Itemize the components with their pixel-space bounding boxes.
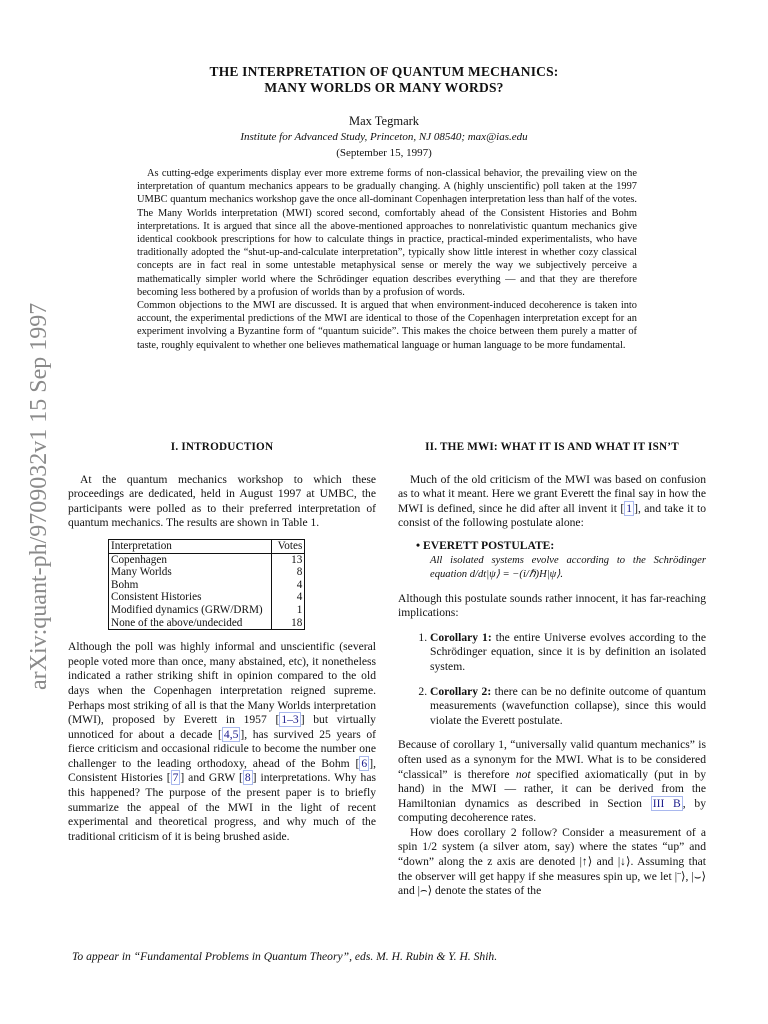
right-column xyxy=(398,440,706,899)
abstract xyxy=(137,167,637,352)
mwi-paragraph-2: Although this postulate sounds rather innocent, it has far-reaching implications: xyxy=(398,591,706,620)
citation-link[interactable]: 1 xyxy=(626,501,633,515)
text-run: , by computing decoherence rates. xyxy=(398,796,707,825)
text-run: Although the poll was highly informal and unscientific (several people voted more than once, many abstained, etc), it nonetheless indicated a rather striking shift in opinion compared to the old days when the Copenhagen interpretation reigned supreme. Perhaps most striking of all is that the Many Worlds interpretation (MWI), proposed by Everett in 1957 xyxy=(68,640,376,727)
table-header-votes: Votes xyxy=(271,539,305,553)
text-run: interpretations. Why has this happened? The purpose of the present paper is to briefly summarize the appeal of the MWI in the light of recent experimental and theoretical progress, and why much of the traditional criticism of it is being brushed aside. xyxy=(68,771,376,843)
table-cell-votes: 1 xyxy=(271,604,305,617)
table-cell-votes: 13 xyxy=(271,553,305,566)
title-line-2: MANY WORLDS OR MANY WORDS? xyxy=(264,80,504,95)
footer-note: To appear in “Fundamental Problems in Quantum Theory”, eds. M. H. Rubin & Y. H. Shih. xyxy=(72,950,498,963)
corollary-label: Corollary 2: xyxy=(430,684,492,698)
table-cell-votes: 4 xyxy=(271,579,305,592)
text-run: , has survived 25 years of fierce criticism and occasional ridicule to become the number one challenger to the leading orthodoxy, ahead of the Bohm xyxy=(68,727,376,770)
table-cell-votes: 18 xyxy=(271,617,305,630)
table-row xyxy=(109,604,305,617)
text-run: specified axiomatically (put in by hand) in the MWI — rather, it can be derived from the Hamiltonian dynamics as described in Section xyxy=(398,767,706,810)
table-cell-votes: 8 xyxy=(271,566,305,579)
list-item xyxy=(430,685,706,729)
table-header-interpretation: Interpretation xyxy=(109,539,272,553)
corollary-label: Corollary 1: xyxy=(430,630,492,644)
citation-link[interactable]: 4,5 xyxy=(223,727,239,741)
table-row xyxy=(109,566,305,579)
everett-postulate xyxy=(416,539,706,582)
mwi-paragraph-4: How does corollary 2 follow? Consider a measurement of a spin 1/2 system (a silver atom, say) where the states “up” and “down” along the z axis are denoted |↑⟩ and |↓⟩. Assuming that the observer will get happy if she measures spin up, we let |¨⟩, |⌣⟩ and |⌢⟩ denote the states of the xyxy=(398,825,706,898)
table-cell-interpretation: None of the above/undecided xyxy=(111,616,243,629)
emphasis: not xyxy=(515,767,531,781)
text-run: , Consistent Histories xyxy=(68,756,376,785)
left-column xyxy=(68,440,376,844)
arxiv-stamp: arXiv:quant-ph/9709032v1 15 Sep 1997 xyxy=(26,302,52,690)
table-cell-interpretation: Consistent Histories xyxy=(111,591,202,604)
abstract-paragraph-2: Common objections to the MWI are discussed. It is argued that when environment-induced decoherence is taken into account, the experimental predictions of the MWI are identical to those of the Copenhagen interpretation except for an experiment involving a Byzantine form of “quantum suicide”. This makes the choice between them purely a matter of taste, roughly equivalent to whether one believes mathematical language or human language to be more fundamental. xyxy=(137,300,637,351)
title-line-1: THE INTERPRETATION OF QUANTUM MECHANICS: xyxy=(209,64,559,79)
postulate-heading: • EVERETT POSTULATE: xyxy=(416,538,555,552)
paper-title xyxy=(100,64,668,96)
section-link[interactable]: III B xyxy=(652,796,681,810)
table-header-row xyxy=(109,539,305,553)
mwi-paragraph-1: Much of the old criticism of the MWI was based on confusion as to what it meant. Here we grant Everett the final say in how the MWI is defined, since he did after all invent it [ 1 ], and take it to consist of the following postulate alone: xyxy=(398,472,706,530)
text-run: Because of corollary 1, “universally valid quantum mechanics” is often used as a synonym for the MWI. What is to be considered “classical” is therefore xyxy=(398,738,706,781)
postulate-body: All isolated systems evolve according to the Schrödinger equation d/dt|ψ⟩ = −(i/ℏ)H|ψ⟩. xyxy=(430,554,706,580)
table-cell-interpretation: Modified dynamics (GRW/DRM) xyxy=(111,603,263,616)
intro-paragraph-2: Although the poll was highly informal and unscientific (several people voted more than once, many abstained, etc), it nonetheless indicated a rather striking shift in opinion compared to the old days when the Copenhagen interpretation reigned supreme. Perhaps most striking of all is that the Many Worlds interpretation (MWI), proposed by Everett in 1957 [ 1–3 ] but virtually unnoticed for about a decade [ 4,5 ], has survived 25 years of fierce criticism and occasional ridicule to become the number one challenger to the leading orthodoxy, ahead of the Bohm [ 6 ], Consistent Histories [ 7 ] and GRW [ 8 ] interpretations. Why has this happened? The purpose of the present paper is to briefly summarize the appeal of the MWI in the light of recent experimental and theoretical progress, and why much of the traditional criticism of it is being brushed aside. xyxy=(68,640,376,843)
section-heading-introduction: I. INTRODUCTION xyxy=(170,441,274,453)
author: Max Tegmark xyxy=(348,114,420,128)
citation-link[interactable]: 8 xyxy=(244,771,251,785)
intro-paragraph-1: At the quantum mechanics workshop to which these proceedings are dedicated, held in August 1997 at UMBC, the participants were polled as to their preferred interpretation of quantum mechanics. The results are shown in Table 1. xyxy=(68,472,376,530)
section-heading-mwi: II. THE MWI: WHAT IT IS AND WHAT IT ISN’T xyxy=(425,441,679,453)
table-row xyxy=(109,617,305,630)
citation-link[interactable]: 7 xyxy=(172,771,179,785)
corollary-text: the entire Universe evolves according to the Schrödinger equation, since it is by definition an isolated system. xyxy=(430,630,706,673)
table-cell-votes: 4 xyxy=(271,591,305,604)
text-run: but virtually unnoticed for about a decade xyxy=(68,713,376,741)
mwi-paragraph-3 xyxy=(398,738,706,826)
table-row xyxy=(109,553,305,566)
affiliation: Institute for Advanced Study, Princeton, NJ 08540; max@ias.edu xyxy=(240,131,528,143)
text-run: and GRW xyxy=(184,771,239,785)
votes-table xyxy=(108,539,305,630)
corollary-list xyxy=(398,631,706,729)
abstract-paragraph-1: As cutting-edge experiments display ever more extreme forms of non-classical behavior, the prevailing view on the interpretation of quantum mechanics appears to be gradually changing. A (highly unscientific) poll taken at the 1997 UMBC quantum mechanics workshop gave the once all-dominant Copenhagen interpretation less than half of the votes. The Many Worlds interpretation (MWI) scored second, comfortably ahead of the Consistent Histories and Bohm interpretations. It is argued that since all the above-mentioned approaches to nonrelativistic quantum mechanics give identical cookbook prescriptions for how to calculate things in practice, practical-minded experimentalists, who have traditionally adopted the “shut-up-and-calculate interpretation”, typically show little interest in whether cozy classical concepts are in fact real in some untestable metaphysical sense or merely the way we subjectively perceive a mathematically simpler world where the Schrödinger equation describes everything — and that they are therefore becoming less bothered by a profusion of worlds than by a profusion of words. xyxy=(137,168,637,298)
table-cell-interpretation: Bohm xyxy=(111,578,139,591)
text-run: , and take it to consist of the following postulate alone: xyxy=(398,501,706,530)
table-cell-interpretation: Copenhagen xyxy=(111,553,167,566)
table-row xyxy=(109,591,305,604)
citation-link[interactable]: 1–3 xyxy=(281,713,299,727)
table-row xyxy=(109,579,305,592)
text-run: Much of the old criticism of the MWI was based on confusion as to what it meant. Here we grant Everett the final say in how the MWI is defined, since he did after all invent it xyxy=(398,472,706,515)
corollary-text: there can be no definite outcome of quantum measurements (wavefunction collapse), since this would violate the Everett postulate. xyxy=(430,684,706,727)
citation-link[interactable]: 6 xyxy=(361,756,368,770)
list-item xyxy=(430,631,706,675)
date: (September 15, 1997) xyxy=(336,147,432,159)
table-cell-interpretation: Many Worlds xyxy=(111,566,172,579)
